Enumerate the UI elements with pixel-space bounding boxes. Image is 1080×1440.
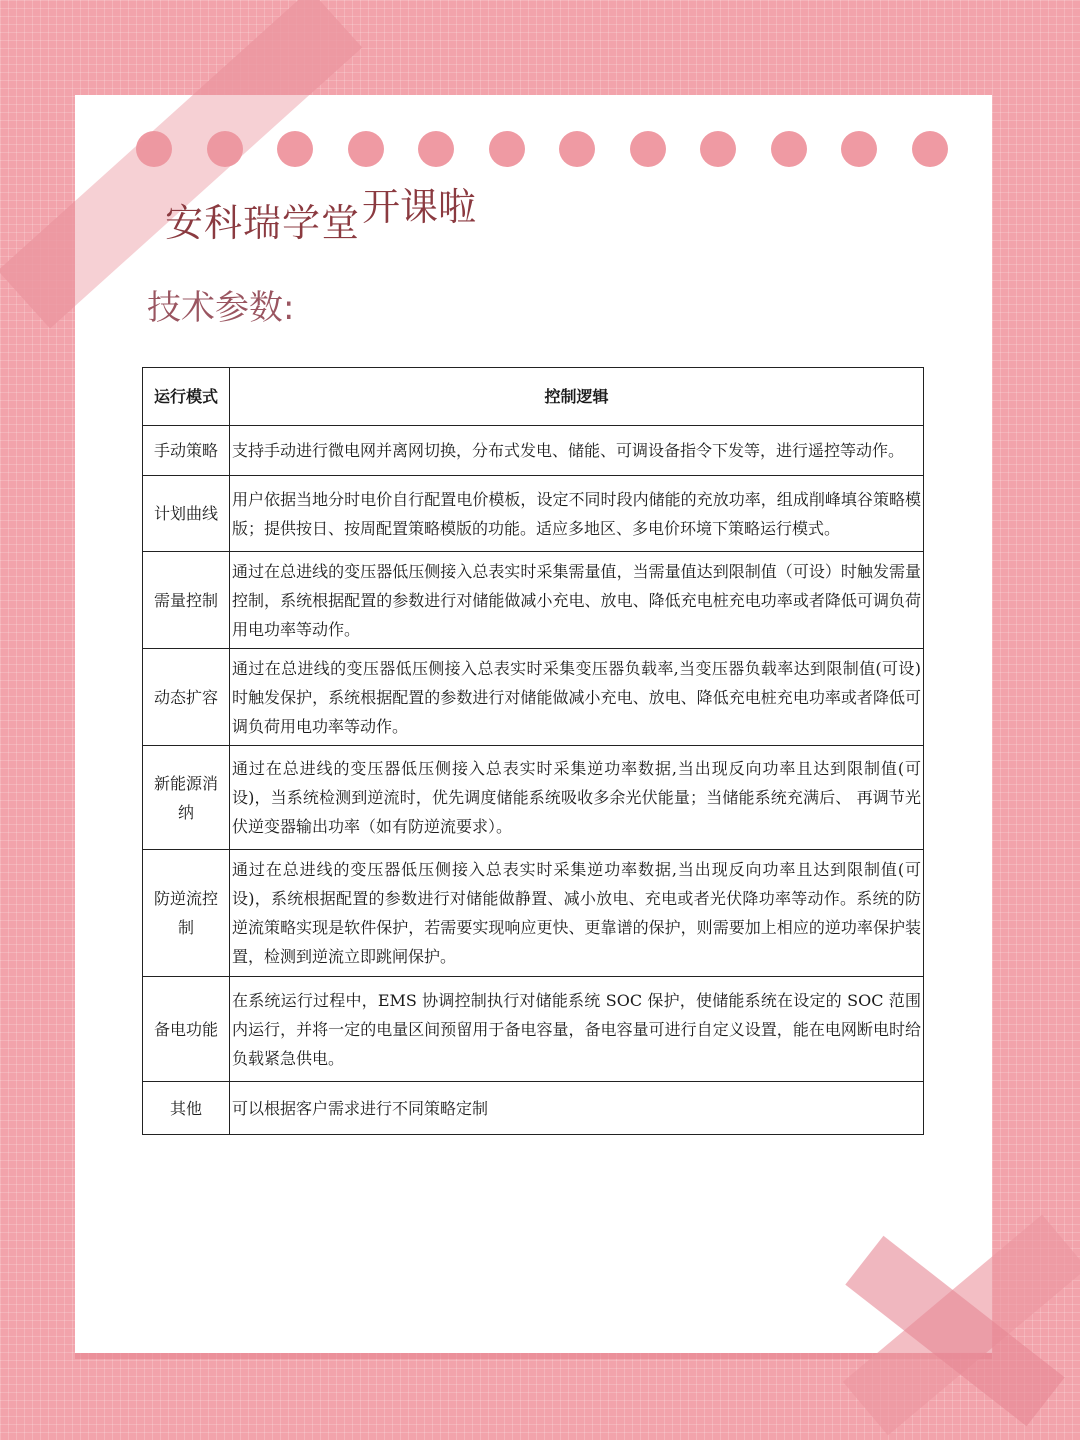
- logic-cell: 通过在总进线的变压器低压侧接入总表实时采集逆功率数据,当出现反向功率且达到限制值(可设)，系统根据配置的参数进行对储能做静置、减小放电、充电或者光伏降功率等动作。系统的防逆流策略实现是软件保护，若需要实现响应更快、更靠谱的保护，则需要加上相应的逆功率保护装置，检测到逆流立即跳闸保护。: [230, 850, 924, 977]
- binder-hole: [841, 131, 877, 167]
- table-row: [143, 850, 924, 977]
- mode-cell: 备电功能: [143, 977, 230, 1082]
- logic-cell: 通过在总进线的变压器低压侧接入总表实时采集变压器负载率,当变压器负载率达到限制值(可设)时触发保护，系统根据配置的参数进行对储能做减小充电、放电、降低充电桩充电功率或者降低可调负荷用电功率等动作。: [230, 649, 924, 746]
- binder-hole: [771, 131, 807, 167]
- table-row: [143, 1082, 924, 1135]
- binder-hole: [418, 131, 454, 167]
- logic-cell: 支持手动进行微电网并离网切换，分布式发电、储能、可调设备指令下发等，进行遥控等动作。: [230, 426, 924, 476]
- table-row: [143, 476, 924, 552]
- logic-cell: 用户依据当地分时电价自行配置电价模板，设定不同时段内储能的充放功率，组成削峰填谷策略模版；提供按日、按周配置策略模版的功能。适应多地区、多电价环境下策略运行模式。: [230, 476, 924, 552]
- parameter-table: [142, 367, 924, 1135]
- binder-hole: [559, 131, 595, 167]
- table-row: [143, 552, 924, 649]
- table-header-row: [143, 368, 924, 426]
- binder-hole: [348, 131, 384, 167]
- table-row: [143, 426, 924, 476]
- header-mode: 运行模式: [143, 368, 230, 426]
- mode-cell: 需量控制: [143, 552, 230, 649]
- logic-cell: 通过在总进线的变压器低压侧接入总表实时采集逆功率数据,当出现反向功率且达到限制值(可设)，当系统检测到逆流时，优先调度储能系统吸收多余光伏能量；当储能系统充满后、 再调节光伏逆变器输出功率（如有防逆流要求）。: [230, 746, 924, 850]
- table-row: [143, 977, 924, 1082]
- mode-cell: 动态扩容: [143, 649, 230, 746]
- title-main: 安科瑞学堂: [165, 201, 361, 245]
- binder-hole: [277, 131, 313, 167]
- logic-cell: 可以根据客户需求进行不同策略定制: [230, 1082, 924, 1135]
- header-logic: 控制逻辑: [230, 368, 924, 426]
- mode-cell: 新能源消纳: [143, 746, 230, 850]
- mode-cell: 计划曲线: [143, 476, 230, 552]
- title-accent: 开课啦: [362, 185, 477, 229]
- table-row: [143, 649, 924, 746]
- logic-cell: 在系统运行过程中，EMS 协调控制执行对储能系统 SOC 保护，使储能系统在设定的 SOC 范围内运行，并将一定的电量区间预留用于备电容量，备电容量可进行自定义设置，能在电网断电时给负载紧急供电。: [230, 977, 924, 1082]
- mode-cell: 其他: [143, 1082, 230, 1135]
- binder-hole: [912, 131, 948, 167]
- table-row: [143, 746, 924, 850]
- binder-hole: [630, 131, 666, 167]
- section-heading: 技术参数:: [147, 288, 295, 328]
- logic-cell: 通过在总进线的变压器低压侧接入总表实时采集需量值，当需量值达到限制值（可设）时触发需量控制，系统根据配置的参数进行对储能做减小充电、放电、降低充电桩充电功率或者降低可调负荷用电功率等动作。: [230, 552, 924, 649]
- page-title: [165, 185, 477, 247]
- binder-hole: [700, 131, 736, 167]
- mode-cell: 防逆流控制: [143, 850, 230, 977]
- binder-hole: [489, 131, 525, 167]
- mode-cell: 手动策略: [143, 426, 230, 476]
